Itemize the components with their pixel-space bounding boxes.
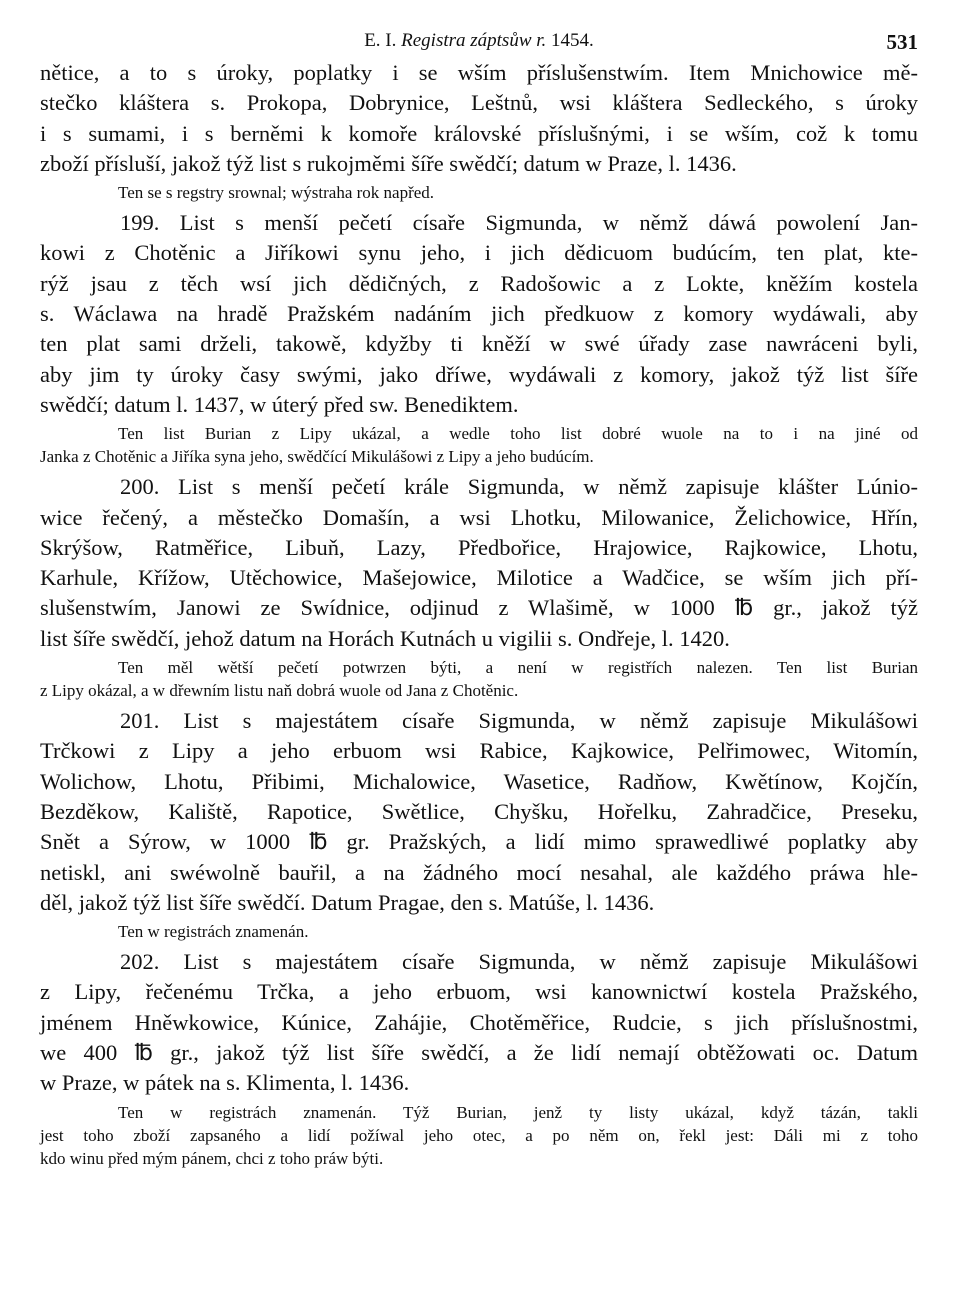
text-line: děl, jakož týž list šíře swědčí. Datum Pragae, den s. Matúše, l. 1436.: [40, 889, 655, 915]
text-line: jménem Hněwkowice, Kúnice, Zahájie, Chotěměřice, Rudcie, s jich příslušnostmi,: [40, 1009, 918, 1035]
text-line: aby jim ty úroky časy swými, jako dříwe, wydáwali z komory, jakož týž list šíře: [40, 361, 918, 387]
section-mark: E. I.: [364, 30, 397, 51]
entry-202: [40, 947, 918, 1169]
text-line: Skrýšow, Ratměřice, Libuň, Lazy, Předbořice, Hrajowice, Rajkowice, Lhotu,: [40, 534, 918, 560]
entry-note: [40, 656, 918, 702]
text-line: nětice, a to s úroky, poplatky i se wším příslušenstwím. Item Mnichowice mě-: [40, 60, 918, 85]
page-number: 531: [886, 30, 918, 54]
register-title: Registra záptsůw r.: [401, 30, 547, 51]
text-line: ten plat sami drželi, takowě, kdyžby ti kněží w swé úřady zase nawráceni byli,: [40, 331, 918, 357]
text-line: z Lipy, řečenému Trčka, a jeho erbuom, wsi kanownictwí kostela Pražského,: [40, 979, 918, 1005]
text-line: Trčkowi z Lipy a jeho erbuom wsi Rabice, Kajkowice, Pelřimowec, Witomín,: [40, 738, 918, 764]
text-line: 200. List s menší pečetí krále Sigmunda, w němž zapisuje klášter Lúnio-: [120, 474, 918, 500]
entry-note: [40, 920, 918, 943]
note-line: Ten list Burian z Lipy ukázal, a wedle toho list dobré wuole na to i na jiné od: [118, 424, 918, 444]
note-line: Janka z Chotěnic a Jiříka syna jeho, swědčící Mikulášowi z Lipy a jeho budúcím.: [40, 447, 594, 467]
note-line: Ten měl wětší pečetí potwrzen býti, a není w registřích nalezen. Ten list Burian: [118, 658, 918, 678]
text-line: zboží přísluší, jakož týž list s rukojměmi šíře swědčí; datum w Praze, l. 1436.: [40, 150, 737, 176]
text-line: swědčí; datum l. 1437, w úterý před sw. Benediktem.: [40, 391, 519, 417]
note-line: kdo winu před mým pánem, chci z toho práw býti.: [40, 1148, 384, 1168]
text-line: stečko kláštera s. Prokopa, Dobrynice, Leštnů, wsi kláštera Sedleckého, s úroky: [40, 90, 918, 116]
text-line: 201. List s majestátem císaře Sigmunda, w němž zapisuje Mikulášowi: [120, 708, 918, 734]
entry-note: [40, 422, 918, 468]
note-line: Ten w registrách znamenán. Týž Burian, jenž ty listy ukázal, když tázán, takli: [118, 1102, 918, 1122]
text-line: we 400 ℔ gr., jakož týž list šíře swědčí, a že lidí nemají obtěžowati oc. Datum: [40, 1040, 918, 1066]
text-line: list šíře swědčí, jehož datum na Horách Kutnách u vigilii s. Ondřeje, l. 1420.: [40, 625, 730, 651]
text-line: slušenstwím, Janowi ze Swídnice, odjinud z Wlašimě, w 1000 ℔ gr., jakož týž: [40, 595, 918, 621]
running-header: [40, 30, 918, 58]
text-line: Bezděkow, Kaliště, Rapotice, Swětlice, Chyšku, Hořelku, Zahradčice, Preseku,: [40, 798, 918, 824]
note-line: Ten se s regstry srownal; wýstraha rok napřed.: [118, 183, 435, 203]
text-line: Karhule, Křížow, Utěchowice, Mašejowice, Milotice a Wadčice, se wším jich pří-: [40, 565, 918, 591]
entry-199: [40, 208, 918, 468]
text-line: 202. List s majestátem císaře Sigmunda, w němž zapisuje Mikulášowi: [120, 949, 918, 975]
text-line: kowi z Chotěnic a Jiříkowi synu jeho, i jich dědicuom budúcím, ten plat, kte-: [40, 240, 918, 266]
entry-200: [40, 472, 918, 702]
book-page: [40, 30, 918, 1174]
text-line: Snět a Sýrow, w 1000 ℔ gr. Pražských, a lidí mimo sprawedliwé poplatky aby: [40, 829, 918, 855]
text-line: netiskl, ani swéwolně bauřil, a na žádného mocí nesahal, ale každého práwa hle-: [40, 859, 918, 885]
entry-continuation: [40, 58, 918, 204]
note-line: z Lipy okázal, a w dřewním listu naň dobrá wuole od Jana z Chotěnic.: [40, 681, 519, 701]
text-line: rýž jsau z těch wsí jich dědičných, z Radošowic a z Lokte, kněžím kostela: [40, 270, 918, 296]
note-line: Ten w registrách znamenán.: [118, 922, 309, 942]
text-line: Wolichow, Lhotu, Přibimi, Michalowice, Wasetice, Radňow, Kwětínow, Kojčín,: [40, 768, 918, 794]
entry-201: [40, 706, 918, 943]
running-title: [40, 30, 918, 52]
entry-note: [40, 1101, 918, 1170]
text-line: 199. List s menší pečetí císaře Sigmunda, w němž dáwá powolení Jan-: [120, 210, 918, 236]
page-body: [40, 58, 918, 1170]
entry-note: [40, 181, 918, 204]
text-line: i s sumami, i s berněmi k komoře královské příslušnými, i se wším, což k tomu: [40, 120, 918, 146]
header-year: 1454.: [551, 30, 594, 51]
text-line: wice řečený, a městečko Domašín, a wsi Lhotku, Milowanice, Želichowice, Hřín,: [40, 504, 918, 530]
text-line: w Praze, w pátek na s. Klimenta, l. 1436.: [40, 1070, 410, 1096]
note-line: jest toho zboží zapsaného a lidí požíwal jeho otec, a po něm on, řekl jest: Dáli mi z toho: [40, 1125, 918, 1145]
text-line: s. Wáclawa na hradě Pražském nadáním jich předkuow z komory wydáwali, aby: [40, 301, 918, 327]
